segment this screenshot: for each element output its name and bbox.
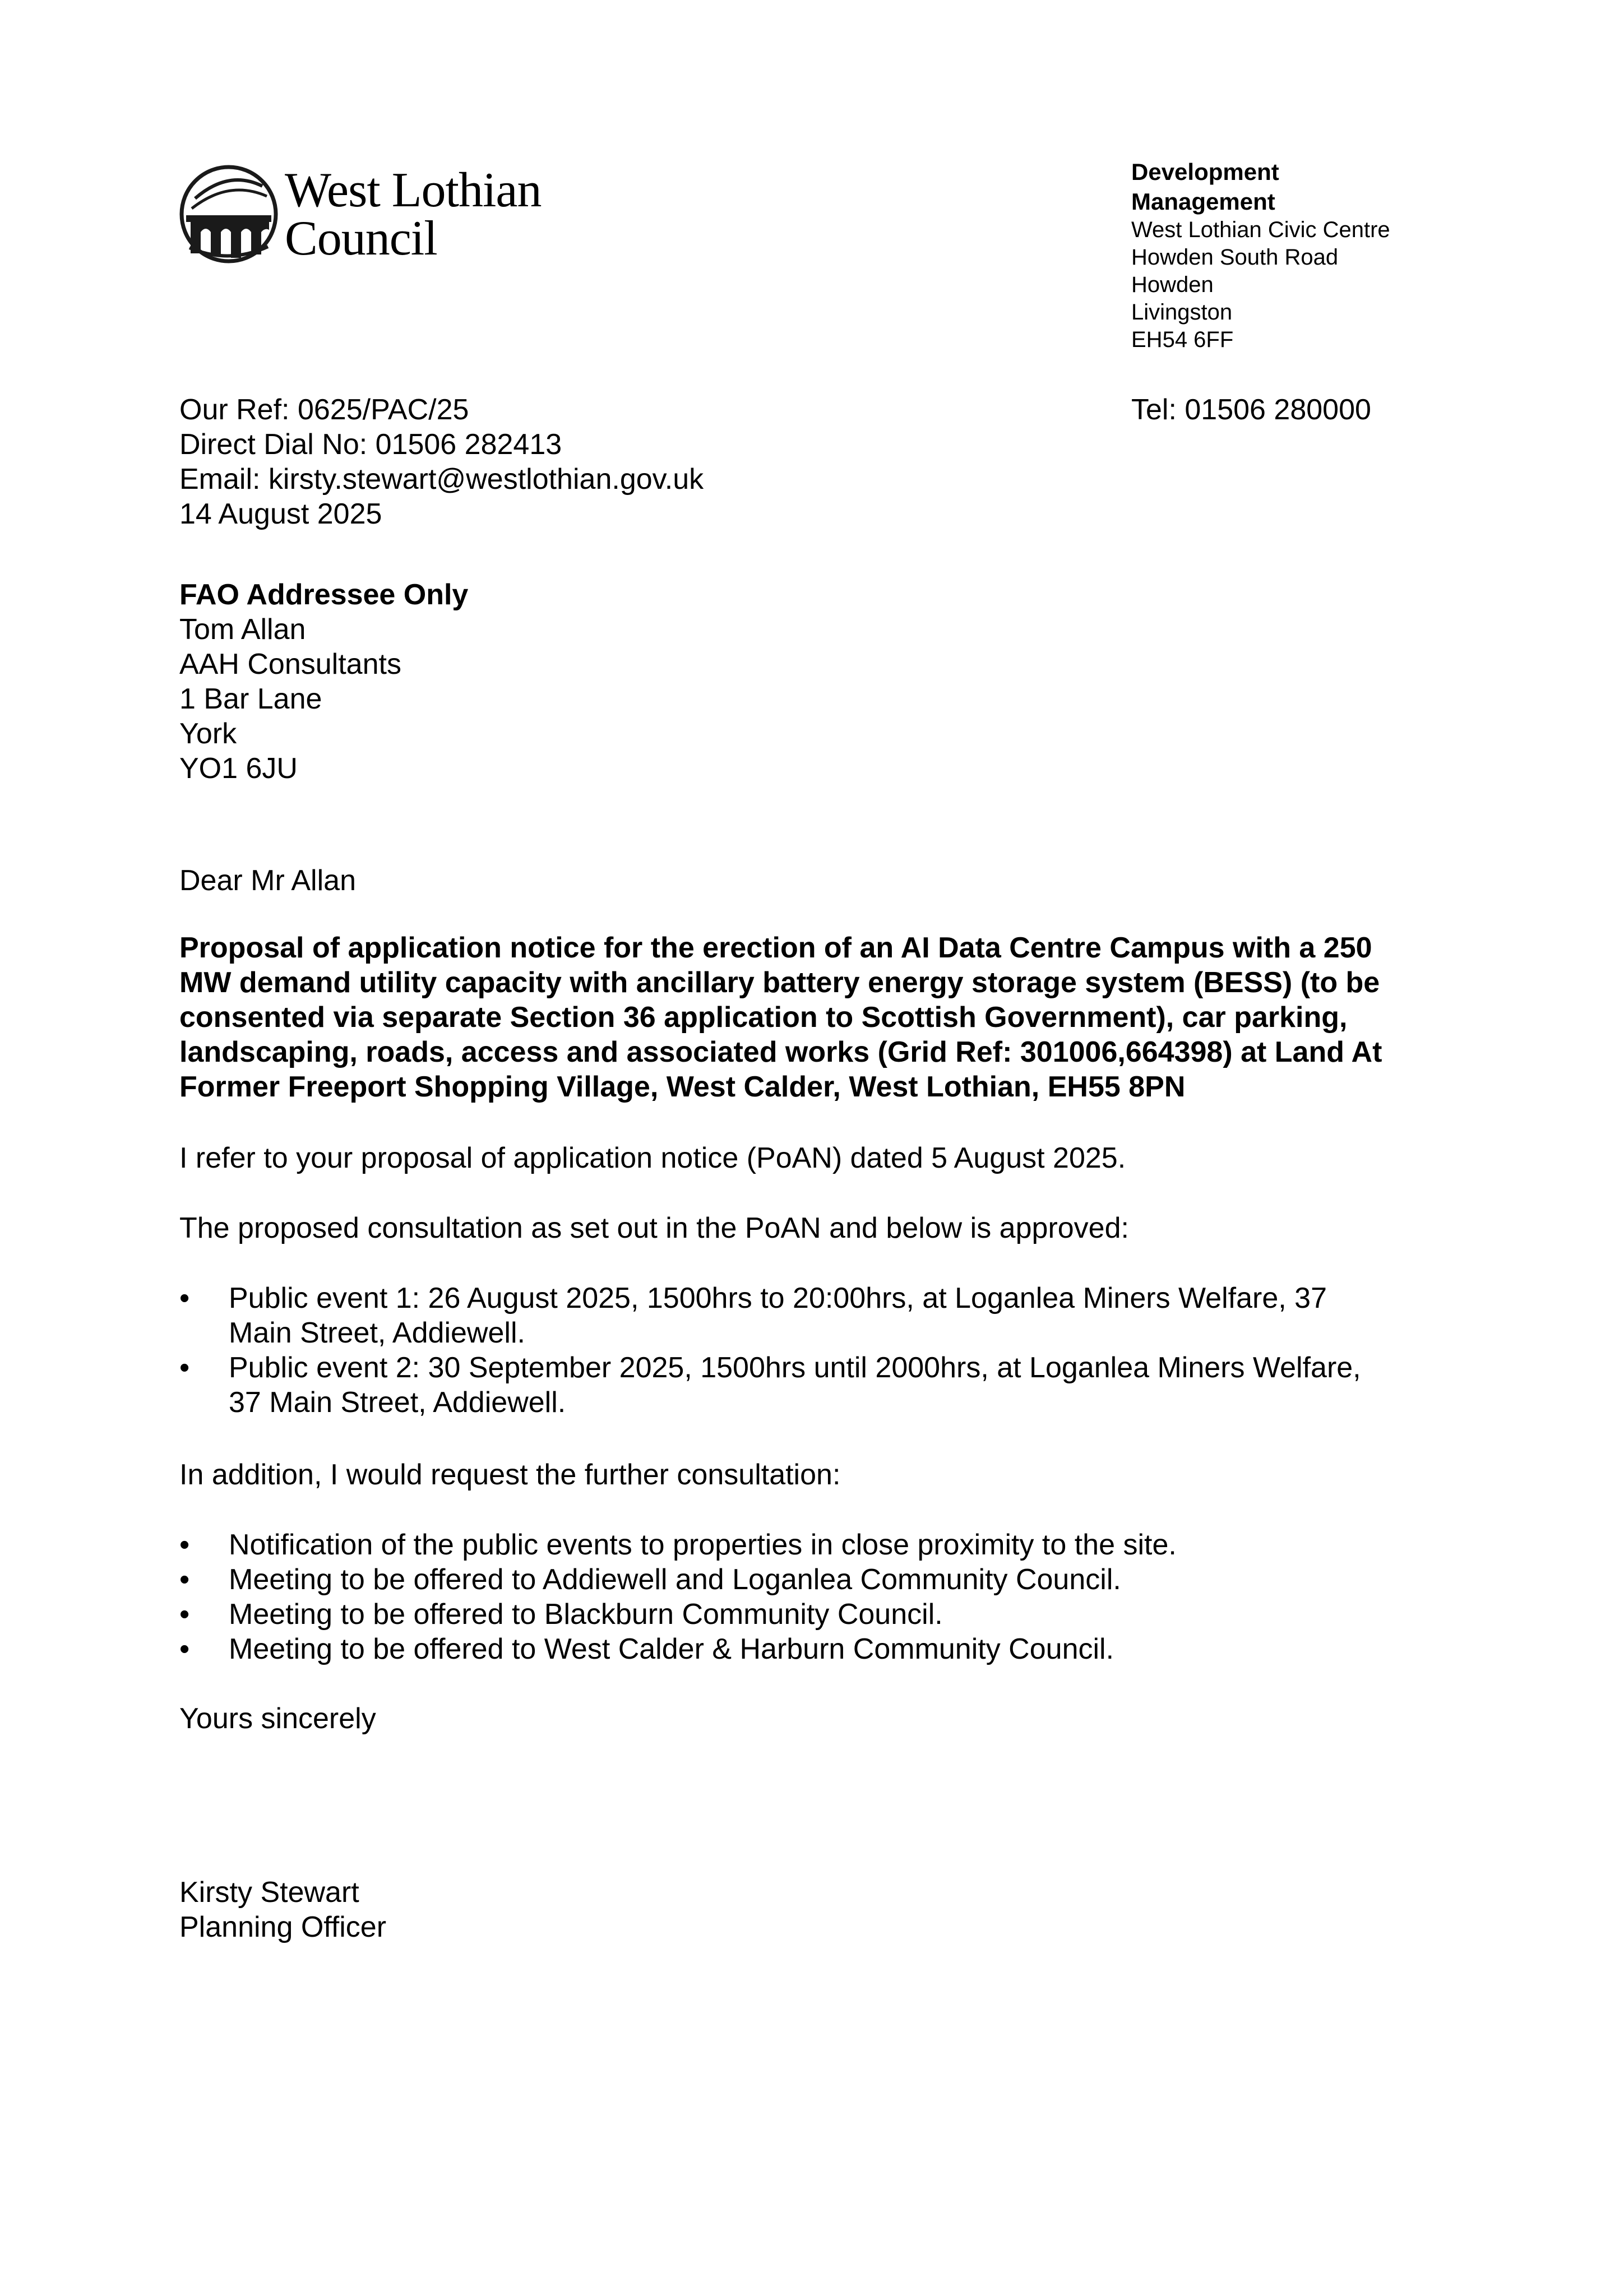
body-paragraph: In addition, I would request the further consultation: [179,1459,841,1491]
address-line: Livingston [1131,300,1233,325]
address-line: EH54 6FF [1131,327,1234,352]
salutation: Dear Mr Allan [179,864,356,897]
address-line: Howden South Road [1131,245,1339,270]
bullet-icon: • [179,1633,190,1665]
viaduct-emblem-icon [178,164,279,265]
signature-block [179,1875,386,1945]
bullet-icon: • [179,1529,190,1561]
bullet-icon: • [179,1351,190,1384]
further-consultation-list [179,1527,1469,1667]
department-name-line1: Development [1131,159,1279,185]
body-paragraph: I refer to your proposal of application notice (PoAN) dated 5 August 2025. [179,1142,1126,1174]
list-item [179,1632,1469,1667]
addressee-line: York [179,718,237,750]
subject-line: Former Freeport Shopping Village, West Calder, West Lothian, EH55 8PN [179,1071,1186,1103]
council-logo [178,163,571,269]
bullet-icon: • [179,1282,190,1314]
closing: Yours sincerely [179,1702,376,1735]
logo-text-line2: Council [285,211,437,266]
department-name-line2: Management [1131,188,1275,215]
list-item-text: Public event 1: 26 August 2025, 1500hrs to 20:00hrs, at Loganlea Miners Welfare, 37 [229,1282,1327,1314]
subject-line: landscaping, roads, access and associated works (Grid Ref: 301006,664398) at Land At [179,1036,1382,1068]
bullet-icon: • [179,1563,190,1596]
our-ref: Our Ref: 0625/PAC/25 [179,394,469,426]
subject-heading [179,931,1469,1104]
subject-line: Proposal of application notice for the erection of an AI Data Centre Campus with a 250 [179,932,1372,964]
addressee-line: 1 Bar Lane [179,683,322,715]
telephone: Tel: 01506 280000 [1131,394,1371,426]
list-item [179,1562,1469,1597]
list-item-text: 37 Main Street, Addiewell. [229,1386,566,1419]
list-item [179,1281,1469,1350]
approved-events-list [179,1281,1469,1420]
addressee-line: YO1 6JU [179,752,298,785]
bullet-icon: • [179,1598,190,1631]
addressee-line: AAH Consultants [179,648,401,681]
list-item-text: Meeting to be offered to West Calder & Harburn Community Council. [229,1633,1114,1665]
list-item-text: Public event 2: 30 September 2025, 1500hrs until 2000hrs, at Loganlea Miners Welfare, [229,1351,1361,1384]
list-item-text: Meeting to be offered to Addiewell and Loganlea Community Council. [229,1563,1121,1596]
list-item [179,1350,1469,1420]
addressee-block [179,577,468,786]
direct-dial: Direct Dial No: 01506 282413 [179,428,562,461]
list-item [179,1527,1469,1562]
email: Email: kirsty.stewart@westlothian.gov.uk [179,463,704,496]
list-item-text: Notification of the public events to properties in close proximity to the site. [229,1529,1177,1561]
letter-date: 14 August 2025 [179,498,382,530]
reference-block [179,392,704,531]
list-item [179,1597,1469,1632]
address-line: West Lothian Civic Centre [1131,217,1390,242]
list-item-text: Main Street, Addiewell. [229,1317,525,1349]
list-item-text: Meeting to be offered to Blackburn Community Council. [229,1598,943,1631]
sender-address-block [1131,157,1479,354]
address-line: Howden [1131,272,1214,297]
logo-text-line1: West Lothian [285,163,542,217]
subject-line: consented via separate Section 36 application to Scottish Government), car parking, [179,1001,1348,1034]
addressee-line: Tom Allan [179,613,306,646]
body-paragraph: The proposed consultation as set out in the PoAN and below is approved: [179,1212,1129,1244]
signatory-title: Planning Officer [179,1911,387,1943]
signatory-name: Kirsty Stewart [179,1876,359,1909]
subject-line: MW demand utility capacity with ancillary battery energy storage system (BESS) (to be [179,966,1380,999]
fao-line: FAO Addressee Only [179,578,469,611]
